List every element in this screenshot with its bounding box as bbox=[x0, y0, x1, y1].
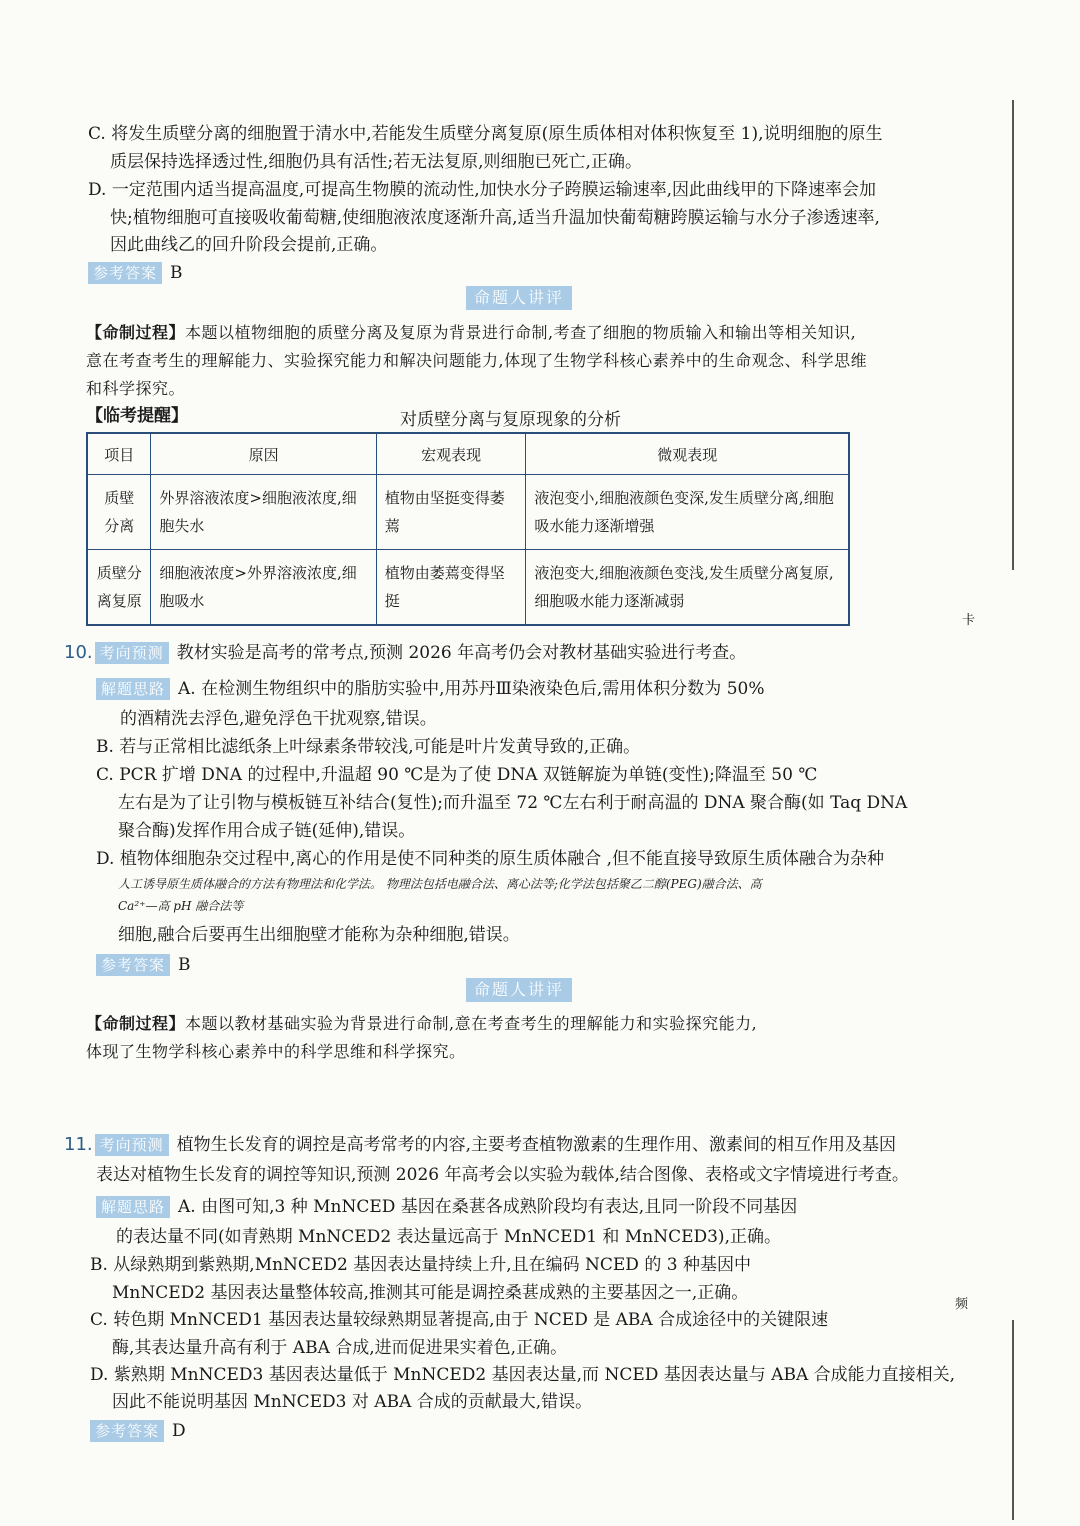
handwritten-note: 人工诱导原生质体融合的方法有物理法和化学法。 物理法包括电融合法、离心法等;化学法包括聚乙二醇(PEG)融合法、高 bbox=[118, 877, 762, 891]
q11-option-b: B. 从绿熟期到紫熟期,MnNCED2 基因表达量持续上升,且在编码 NCED 的 3 种基因中 bbox=[90, 1255, 751, 1275]
commentary-badge: 命题人讲评 bbox=[466, 978, 572, 1002]
table-cell-macro: 植物由坚挺变得萎蔫 bbox=[376, 475, 526, 550]
idea-badge: 解题思路 bbox=[96, 1196, 170, 1218]
q10-option-d: 细胞,融合后要再生出细胞壁才能称为杂种细胞,错误。 bbox=[118, 925, 520, 945]
table-header: 宏观表现 bbox=[376, 433, 526, 475]
q10-option-c: C. PCR 扩增 DNA 的过程中,升温超 90 ℃是为了使 DNA 双链解旋为单链(变性);降温至 50 ℃ bbox=[96, 765, 818, 785]
q10-forecast: 10. 考向预测 教材实验是高考的常考点,预测 2026 年高考仍会对教材基础实验进行考查。 bbox=[64, 642, 747, 663]
option-d-line: D. 一定范围内适当提高温度,可提高生物膜的流动性,加快水分子跨膜运输速率,因此曲线甲的下降速率会加 bbox=[88, 180, 877, 200]
q10-process-line: 【命制过程】本题以教材基础实验为背景进行命制,意在考查考生的理解能力和实验探究能力, bbox=[86, 1014, 758, 1033]
table-cell-cause: 外界溶液浓度>细胞液浓度,细胞失水 bbox=[151, 475, 376, 550]
q10-option-b: B. 若与正常相比滤纸条上叶绿素条带较浅,可能是叶片发黄导致的,正确。 bbox=[96, 737, 641, 757]
margin-mark: 卡 bbox=[962, 613, 976, 628]
forecast-badge: 考向预测 bbox=[95, 1134, 169, 1156]
table-cell-micro: 液泡变大,细胞液颜色变浅,发生质壁分离复原,细胞吸水能力逐渐减弱 bbox=[526, 550, 849, 626]
handwritten-note: Ca²⁺—高 pH 融合法等 bbox=[118, 899, 244, 913]
idea-badge: 解题思路 bbox=[96, 678, 170, 700]
question-number: 10. bbox=[64, 642, 93, 663]
q11-option-a: 解题思路 A. 由图可知,3 种 MnNCED 基因在桑葚各成熟阶段均有表达,且同一阶段不同基因 bbox=[96, 1196, 797, 1218]
table-header-row bbox=[87, 433, 849, 475]
option-d-line: 快;植物细胞可直接吸收葡萄糖,使细胞液浓度逐渐升高,适当升温加快葡萄糖跨膜运输与水分子渗透速率, bbox=[110, 208, 880, 228]
margin-mark: 频 bbox=[955, 1297, 969, 1312]
table-cell-cause: 细胞液浓度>外界溶液浓度,细胞吸水 bbox=[151, 550, 376, 626]
margin-rule-top bbox=[1012, 100, 1014, 570]
q10-option-d: D. 植物体细胞杂交过程中,离心的作用是使不同种类的原生质体融合 ,但不能直接导致原生质体融合为杂种 bbox=[96, 849, 885, 869]
reference-answer-badge: 参考答案 bbox=[90, 1420, 164, 1442]
process-line: 【命制过程】本题以植物细胞的质壁分离及复原为背景进行命制,考查了细胞的物质输入和输出等相关知识, bbox=[86, 323, 857, 342]
q10-option-c: 聚合酶)发挥作用合成子链(延伸),错误。 bbox=[118, 821, 416, 841]
q11-option-a: 的表达量不同(如青熟期 MnNCED2 表达量远高于 MnNCED1 和 MnNCED3),正确。 bbox=[116, 1227, 781, 1247]
commentary-badge: 命题人讲评 bbox=[466, 286, 572, 310]
q10-reference-answer bbox=[96, 954, 191, 976]
table-row bbox=[87, 550, 849, 626]
process-line: 意在考查考生的理解能力、实验探究能力和解决问题能力,体现了生物学科核心素养中的生命观念、科学思维 bbox=[86, 351, 868, 370]
question-number: 11. bbox=[64, 1134, 93, 1155]
process-line: 和科学探究。 bbox=[86, 379, 186, 398]
q11-reference-answer bbox=[90, 1420, 186, 1442]
q11-option-d: 因此不能说明基因 MnNCED3 对 ABA 合成的贡献最大,错误。 bbox=[112, 1392, 593, 1412]
process-label: 【命制过程】 bbox=[86, 1014, 186, 1033]
table-row bbox=[87, 475, 849, 550]
q10-process-line: 体现了生物学科核心素养中的科学思维和科学探究。 bbox=[86, 1042, 466, 1061]
answer-value: D bbox=[172, 1421, 186, 1441]
q11-option-c: 酶,其表达量升高有利于 ABA 合成,进而促进果实着色,正确。 bbox=[112, 1338, 568, 1358]
margin-rule-bottom bbox=[1012, 1320, 1014, 1520]
q11-option-b: MnNCED2 基因表达量整体较高,推测其可能是调控桑葚成熟的主要基因之一,正确。 bbox=[112, 1283, 749, 1303]
table-header: 项目 bbox=[87, 433, 151, 475]
table-header: 微观表现 bbox=[526, 433, 849, 475]
q11-forecast: 表达对植物生长发育的调控等知识,预测 2026 年高考会以实验为载体,结合图像、表格或文字情境进行考查。 bbox=[96, 1165, 909, 1185]
option-d-line: 因此曲线乙的回升阶段会提前,正确。 bbox=[110, 235, 388, 255]
reference-answer bbox=[88, 262, 183, 284]
table-header: 原因 bbox=[151, 433, 376, 475]
q10-option-c: 左右是为了让引物与模板链互补结合(复性);而升温至 72 ℃左右利于耐高温的 DNA 聚合酶(如 Taq DNA bbox=[118, 793, 908, 813]
reference-answer-badge: 参考答案 bbox=[88, 262, 162, 284]
table-cell-item: 质壁 分离 bbox=[87, 475, 151, 550]
option-c-line: C. 将发生质壁分离的细胞置于清水中,若能发生质壁分离复原(原生质体相对体积恢复至 1),说明细胞的原生 bbox=[88, 124, 883, 144]
q11-forecast: 11. 考向预测 植物生长发育的调控是高考常考的内容,主要考查植物激素的生理作用、激素间的相互作用及基因 bbox=[64, 1134, 897, 1155]
reference-answer-badge: 参考答案 bbox=[96, 954, 170, 976]
option-c-line: 质层保持选择透过性,细胞仍具有活性;若无法复原,则细胞已死亡,正确。 bbox=[110, 152, 642, 172]
answer-value: B bbox=[170, 263, 183, 283]
forecast-badge: 考向预测 bbox=[95, 642, 169, 664]
q11-option-d: D. 紫熟期 MnNCED3 基因表达量低于 MnNCED2 基因表达量,而 NCED 基因表达量与 ABA 合成能力直接相关, bbox=[90, 1365, 956, 1385]
table-cell-item: 质壁分离复原 bbox=[87, 550, 151, 626]
analysis-table bbox=[86, 432, 850, 626]
q11-option-c: C. 转色期 MnNCED1 基因表达量较绿熟期显著提高,由于 NCED 是 ABA 合成途径中的关键限速 bbox=[90, 1310, 829, 1330]
answer-value: B bbox=[178, 955, 191, 975]
table-cell-macro: 植物由萎蔫变得坚挺 bbox=[376, 550, 526, 626]
q10-option-a: 解题思路 A. 在检测生物组织中的脂肪实验中,用苏丹Ⅲ染液染色后,需用体积分数为 50% bbox=[96, 678, 765, 700]
process-label: 【命制过程】 bbox=[86, 323, 186, 342]
table-cell-micro: 液泡变小,细胞液颜色变深,发生质壁分离,细胞吸水能力逐渐增强 bbox=[526, 475, 849, 550]
q10-option-a: 的酒精洗去浮色,避免浮色干扰观察,错误。 bbox=[120, 709, 437, 729]
table-title: 对质壁分离与复原现象的分析 bbox=[400, 410, 621, 430]
reminder-label: 【临考提醒】 bbox=[86, 406, 188, 426]
